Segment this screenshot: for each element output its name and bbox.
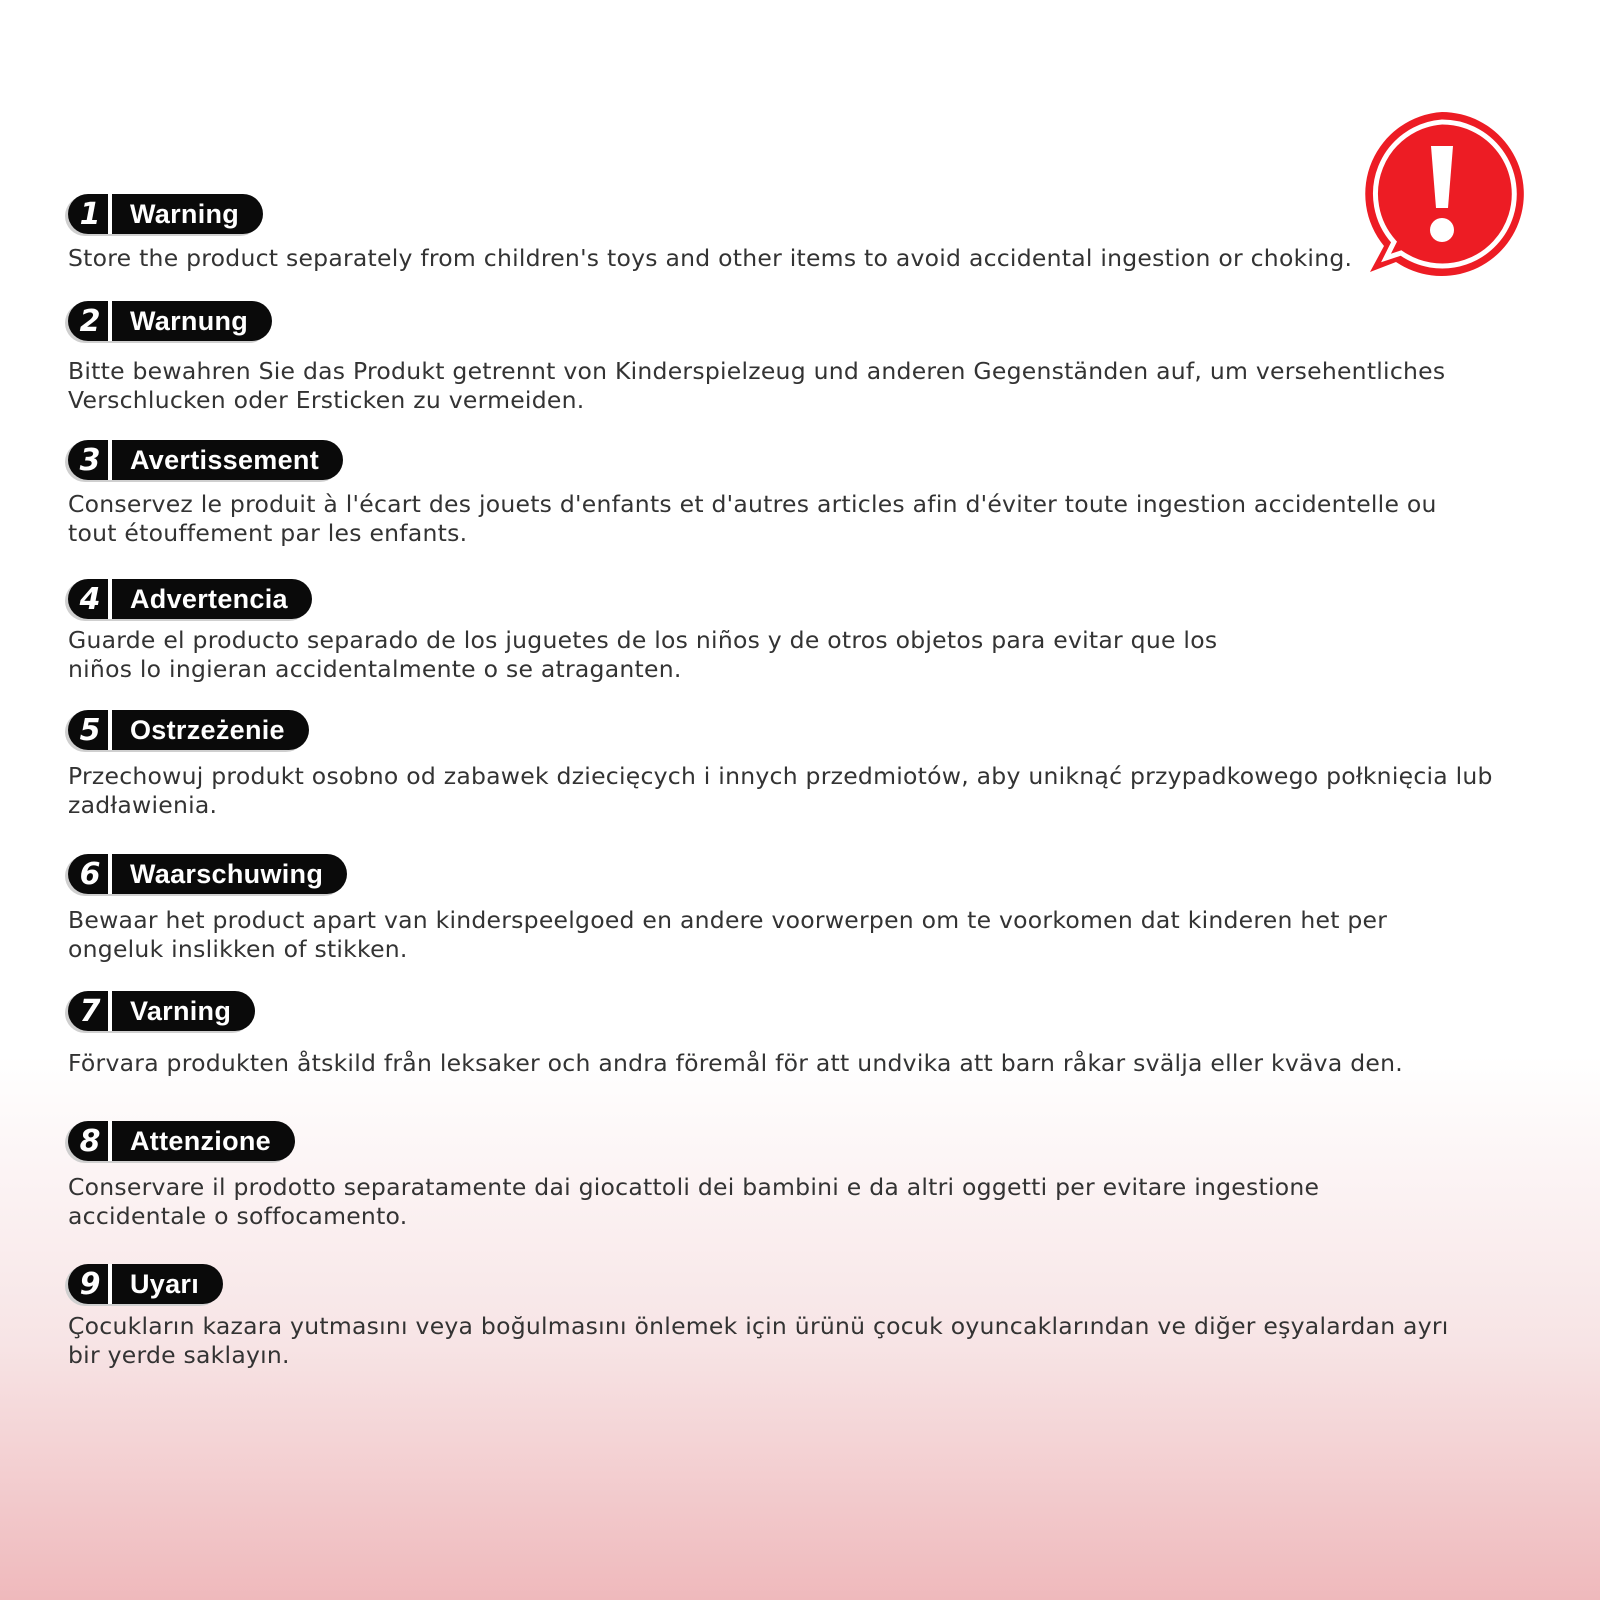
section-heading: Advertencia — [130, 583, 288, 614]
section-number: 1 — [68, 194, 112, 234]
section-heading: Warning — [130, 198, 240, 229]
warning-section — [68, 1121, 1488, 1231]
warning-section — [68, 301, 1488, 415]
section-heading-pill — [68, 301, 272, 341]
section-heading-pill — [68, 854, 347, 894]
section-text: Förvara produkten åtskild från leksaker och andra föremål för att undvika att barn råkar svälja eller kväva den. — [68, 1049, 1403, 1077]
section-heading-pill — [68, 710, 309, 750]
section-text: Bitte bewahren Sie das Produkt getrennt von Kinderspielzeug und anderen Gegenständen auf, um versehentliches Verschlucken oder Ersticken zu vermeiden. — [68, 357, 1446, 414]
section-number: 7 — [68, 991, 112, 1031]
section-number: 3 — [68, 440, 112, 480]
section-text: Guarde el producto separado de los juguetes de los niños y de otros objetos para evitar que los niños lo ingieran accidentalmente o se atraganten. — [68, 626, 1218, 683]
warning-section — [68, 991, 1488, 1078]
section-text: Bewaar het product apart van kinderspeelgoed en andere voorwerpen om te voorkomen dat kinderen het per ongeluk inslikken of stikken. — [68, 906, 1388, 963]
section-heading: Waarschuwing — [130, 858, 324, 889]
warning-section — [68, 1264, 1488, 1370]
section-text: Conservare il prodotto separatamente dai giocattoli dei bambini e da altri oggetti per evitare ingestione accidentale o soffocamento. — [68, 1173, 1320, 1230]
section-text: Conservez le produit à l'écart des jouets d'enfants et d'autres articles afin d'éviter toute ingestion accidentelle ou tout étouffement par les enfants. — [68, 490, 1437, 547]
section-heading: Ostrzeżenie — [130, 714, 285, 745]
warning-section — [68, 440, 1488, 548]
section-number: 8 — [68, 1121, 112, 1161]
section-heading-pill — [68, 579, 312, 619]
section-heading-pill — [68, 1264, 223, 1304]
section-number: 2 — [68, 301, 112, 341]
section-number: 4 — [68, 579, 112, 619]
section-heading-pill — [68, 1121, 295, 1161]
section-text: Przechowuj produkt osobno od zabawek dziecięcych i innych przedmiotów, aby uniknąć przypadkowego połknięcia lub zadławienia. — [68, 762, 1493, 819]
section-heading-pill — [68, 991, 255, 1031]
section-heading: Varning — [130, 995, 232, 1026]
section-heading-pill — [68, 194, 263, 234]
warning-section — [68, 194, 1488, 273]
section-heading-pill — [68, 440, 343, 480]
section-number: 9 — [68, 1264, 112, 1304]
section-heading: Attenzione — [130, 1125, 271, 1156]
section-heading: Uyarı — [130, 1268, 200, 1299]
section-number: 5 — [68, 710, 112, 750]
section-text: Store the product separately from children's toys and other items to avoid accidental ingestion or choking. — [68, 244, 1353, 272]
section-heading: Avertissement — [130, 444, 319, 475]
warning-section — [68, 710, 1493, 820]
warning-section — [68, 579, 1488, 684]
warning-section — [68, 854, 1488, 964]
section-number: 6 — [68, 854, 112, 894]
section-text: Çocukların kazara yutmasını veya boğulmasını önlemek için ürünü çocuk oyuncaklarından ve diğer eşyalardan ayrı bir yerde saklayın. — [68, 1312, 1449, 1369]
section-heading: Warnung — [130, 305, 249, 336]
